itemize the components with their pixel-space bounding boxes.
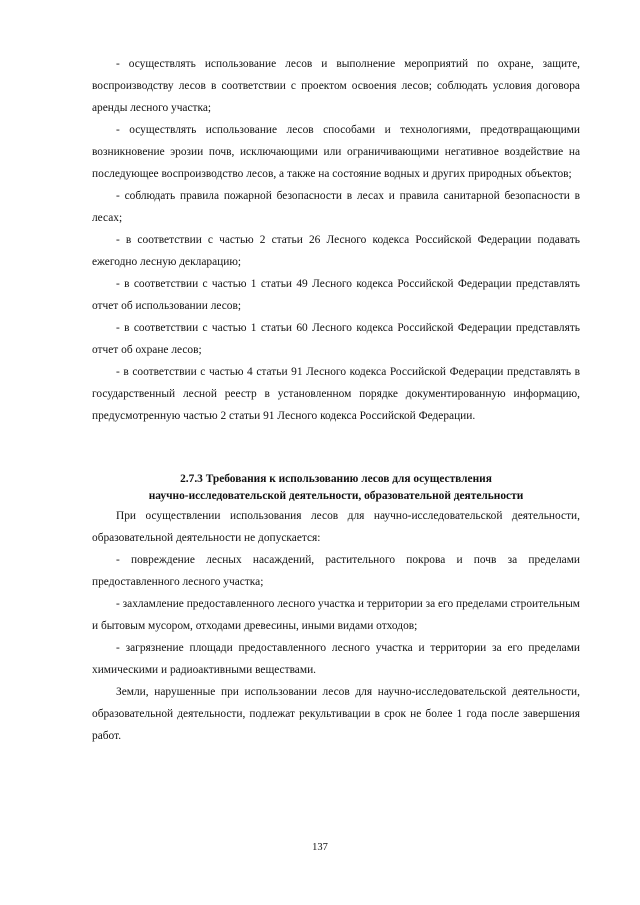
section-intro: При осуществлении использования лесов для научно-исследовательской деятельности, образовательной деятельности не допускается: <box>92 510 580 544</box>
list-item: - в соответствии с частью 2 статьи 26 Лесного кодекса Российской Федерации подавать ежегодно лесную декларацию; <box>92 234 580 268</box>
list-item: - осуществлять использование лесов и выполнение мероприятий по охране, защите, воспроизводству лесов в соответствии с проектом освоения лесов; соблюдать условия договора аренды лесного участка; <box>92 58 580 114</box>
list-item: - повреждение лесных насаждений, растительного покрова и почв за пределами предоставленного лесного участка; <box>92 554 580 588</box>
section-heading-line: 2.7.3 Требования к использованию лесов для осуществления <box>180 473 492 485</box>
document-page <box>92 53 580 747</box>
closing-paragraph: Земли, нарушенные при использовании лесов для научно-исследовательской деятельности, образовательной деятельности, подлежат рекультивации в срок не более 1 года после завершения работ. <box>92 686 580 742</box>
page-number: 137 <box>312 842 328 853</box>
section-spacer <box>92 427 580 471</box>
list-item: - соблюдать правила пожарной безопасности в лесах и правила санитарной безопасности в лесах; <box>92 190 580 224</box>
list-item: - загрязнение площади предоставленного лесного участка и территории за его пределами химическими и радиоактивными веществами. <box>92 642 580 676</box>
list-item: - захламление предоставленного лесного участка и территории за его пределами строительным и бытовым мусором, отходами древесины, иными видами отходов; <box>92 598 580 632</box>
list-item: - в соответствии с частью 1 статьи 49 Лесного кодекса Российской Федерации представлять отчет об использовании лесов; <box>92 278 580 312</box>
list-item: - в соответствии с частью 1 статьи 60 Лесного кодекса Российской Федерации представлять отчет об охране лесов; <box>92 322 580 356</box>
list-item: - осуществлять использование лесов способами и технологиями, предотвращающими возникновение эрозии почв, исключающими или ограничивающими негативное воздействие на последующее воспроизводство лесов, а также на состояние водных и других природных объектов; <box>92 124 580 180</box>
section-heading-line: научно-исследовательской деятельности, образовательной деятельности <box>148 490 524 502</box>
list-item: - в соответствии с частью 4 статьи 91 Лесного кодекса Российской Федерации представлять в государственный лесной реестр в установленном порядке документированную информацию, предусмотренную частью 2 статьи 91 Лесного кодекса Российской Федерации. <box>92 366 580 422</box>
